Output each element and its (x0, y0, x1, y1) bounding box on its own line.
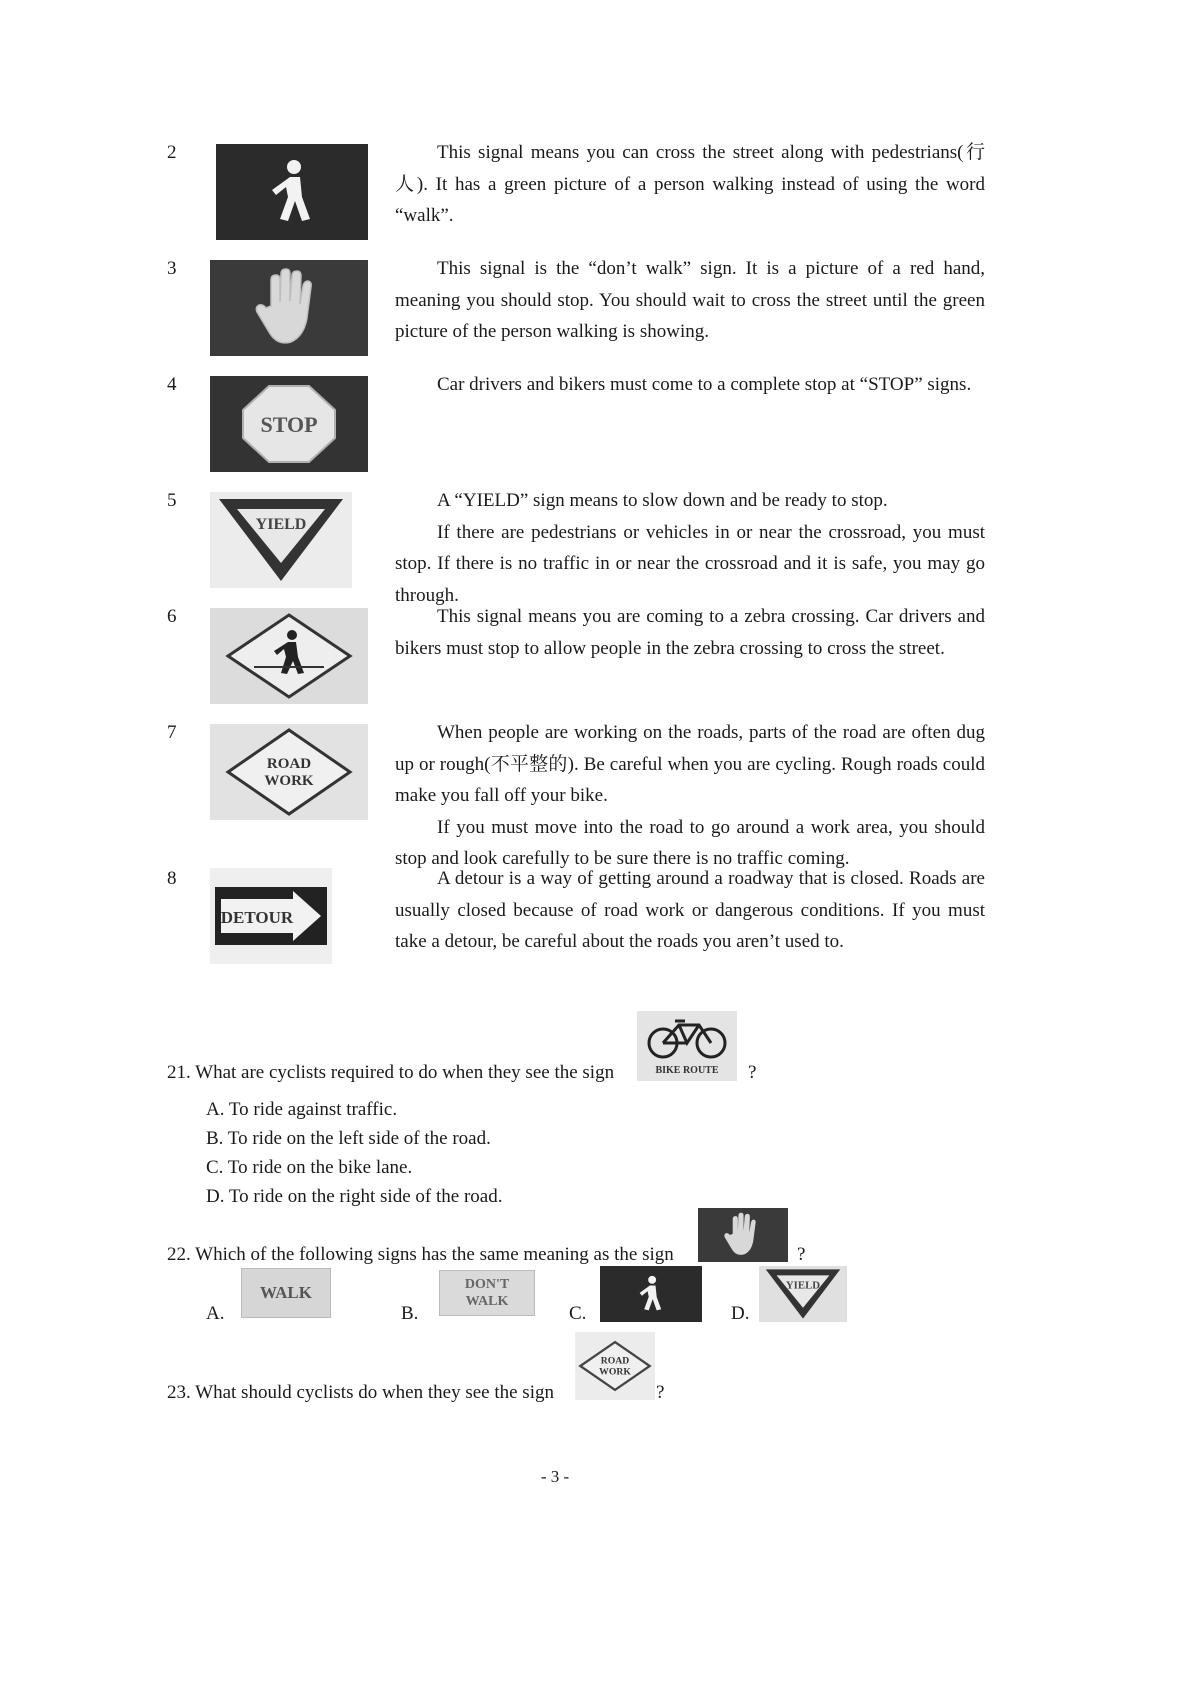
question-21-option-d[interactable]: D. To ride on the right side of the road. (206, 1186, 503, 1207)
row-3-text (395, 253, 985, 348)
row-6-paragraph: This signal means you are coming to a zebra crossing. Car drivers and bikers must stop to allow people in the zebra crossing to cross the street. (395, 606, 985, 659)
question-22-option-b-label[interactable]: B. (401, 1303, 419, 1324)
walking-person-sign-option[interactable] (600, 1266, 702, 1322)
item-number-8: 8 (167, 868, 177, 889)
q23-road-work-text-road: ROAD (600, 1355, 630, 1367)
dont-walk-sign-text-dont: DON'T (464, 1277, 510, 1292)
row-2-text (395, 137, 985, 232)
bike-route-sign-text: BIKE ROUTE (655, 1065, 719, 1076)
walking-person-icon (262, 157, 322, 227)
item-number-7: 7 (167, 722, 177, 743)
stop-sign (210, 376, 368, 472)
pedestrian-crossing-sign (210, 608, 368, 704)
row-7-text (395, 717, 985, 875)
yield-triangle-icon (215, 495, 347, 585)
question-21 (167, 1062, 614, 1084)
question-21-option-c[interactable]: C. To ride on the bike lane. (206, 1157, 413, 1178)
yield-sign-text: YIELD (255, 516, 307, 533)
dont-walk-text-sign[interactable] (439, 1270, 535, 1316)
question-21-option-b[interactable]: B. To ride on the left side of the road. (206, 1128, 491, 1149)
question-21-end: ? (748, 1062, 757, 1083)
row-7-paragraph-2: If you must move into the road to go around a work area, you should stop and look carefully to be sure there is no traffic coming. (395, 816, 985, 869)
road-work-sign-text-road: ROAD (266, 756, 312, 772)
pedestrian-crossing-icon (224, 611, 354, 701)
walk-sign[interactable] (241, 1268, 331, 1318)
page-number: - 3 - (540, 1467, 570, 1486)
question-22-hand-sign (698, 1208, 788, 1262)
raised-hand-icon (718, 1211, 768, 1259)
road-work-sign (210, 724, 368, 820)
row-5-text (395, 485, 985, 611)
stop-sign-text: STOP (260, 412, 318, 437)
item-number-6: 6 (167, 606, 177, 627)
yield-sign-option[interactable] (759, 1266, 847, 1322)
dont-walk-hand-sign (210, 260, 368, 356)
item-number-4: 4 (167, 374, 177, 395)
row-5-paragraph-1: A “YIELD” sign means to slow down and be ready to stop. (437, 490, 888, 511)
item-number-3: 3 (167, 258, 177, 279)
question-21-option-a[interactable]: A. To ride against traffic. (206, 1099, 398, 1120)
yield-triangle-icon (761, 1267, 845, 1321)
road-work-sign-text-work: WORK (264, 773, 314, 789)
row-4-paragraph: Car drivers and bikers must come to a complete stop at “STOP” signs. (437, 374, 972, 395)
walking-person-icon (634, 1272, 668, 1316)
row-2-paragraph: This signal means you can cross the street along with pedestrians(行人). It has a green picture of a person walking instead of using the word “walk”. (395, 142, 985, 226)
row-8-text (395, 863, 985, 958)
question-21-text: 21. What are cyclists required to do when they see the sign (167, 1062, 615, 1083)
question-22-option-c-label[interactable]: C. (569, 1303, 587, 1324)
road-work-diamond-icon (224, 726, 354, 818)
question-22 (167, 1244, 674, 1266)
row-8-paragraph: A detour is a way of getting around a roadway that is closed. Roads are usually closed because of road work or dangerous conditions. If you must take a detour, be careful about the roads you aren’t used to. (395, 868, 985, 952)
walk-sign-text: WALK (260, 1283, 312, 1302)
question-22-option-a-label[interactable]: A. (206, 1303, 225, 1324)
bicycle-icon (639, 1013, 735, 1079)
raised-hand-icon (249, 266, 329, 350)
detour-arrow-icon (213, 881, 329, 951)
item-number-5: 5 (167, 490, 177, 511)
detour-sign (210, 868, 332, 964)
row-7-paragraph-1: When people are working on the roads, parts of the road are often dug up or rough(不平整的). Be careful when you are cycling. Rough roads could make you fall off your bike. (395, 722, 985, 806)
question-23-text: 23. What should cyclists do when they see the sign (167, 1382, 554, 1403)
yield-sign-option-text: YIELD (785, 1279, 821, 1292)
row-5-paragraph-2: If there are pedestrians or vehicles in or near the crossroad, you must stop. If there is no traffic in or near the crossroad and it is safe, you may go through. (395, 521, 985, 606)
question-23-road-work-sign (575, 1332, 655, 1400)
question-22-text: 22. Which of the following signs has the same meaning as the sign (167, 1244, 674, 1265)
row-4-text (395, 369, 985, 401)
question-23 (167, 1382, 554, 1404)
row-6-text (395, 601, 985, 664)
yield-sign (210, 492, 352, 588)
item-number-2: 2 (167, 142, 177, 163)
question-22-end: ? (797, 1244, 806, 1265)
detour-sign-text: DETOUR (220, 908, 294, 927)
bike-route-sign (637, 1011, 737, 1081)
q23-road-work-text-work: WORK (599, 1366, 631, 1378)
dont-walk-sign-text-walk: WALK (465, 1294, 509, 1309)
question-23-end: ? (656, 1382, 665, 1403)
stop-octagon-icon (239, 382, 339, 466)
question-22-option-d-label[interactable]: D. (731, 1303, 750, 1324)
row-3-paragraph: This signal is the “don’t walk” sign. It is a picture of a red hand, meaning you should stop. You should wait to cross the street until the green picture of the person walking is showing. (395, 258, 985, 342)
road-work-diamond-icon (578, 1334, 652, 1398)
walking-person-sign (216, 144, 368, 240)
